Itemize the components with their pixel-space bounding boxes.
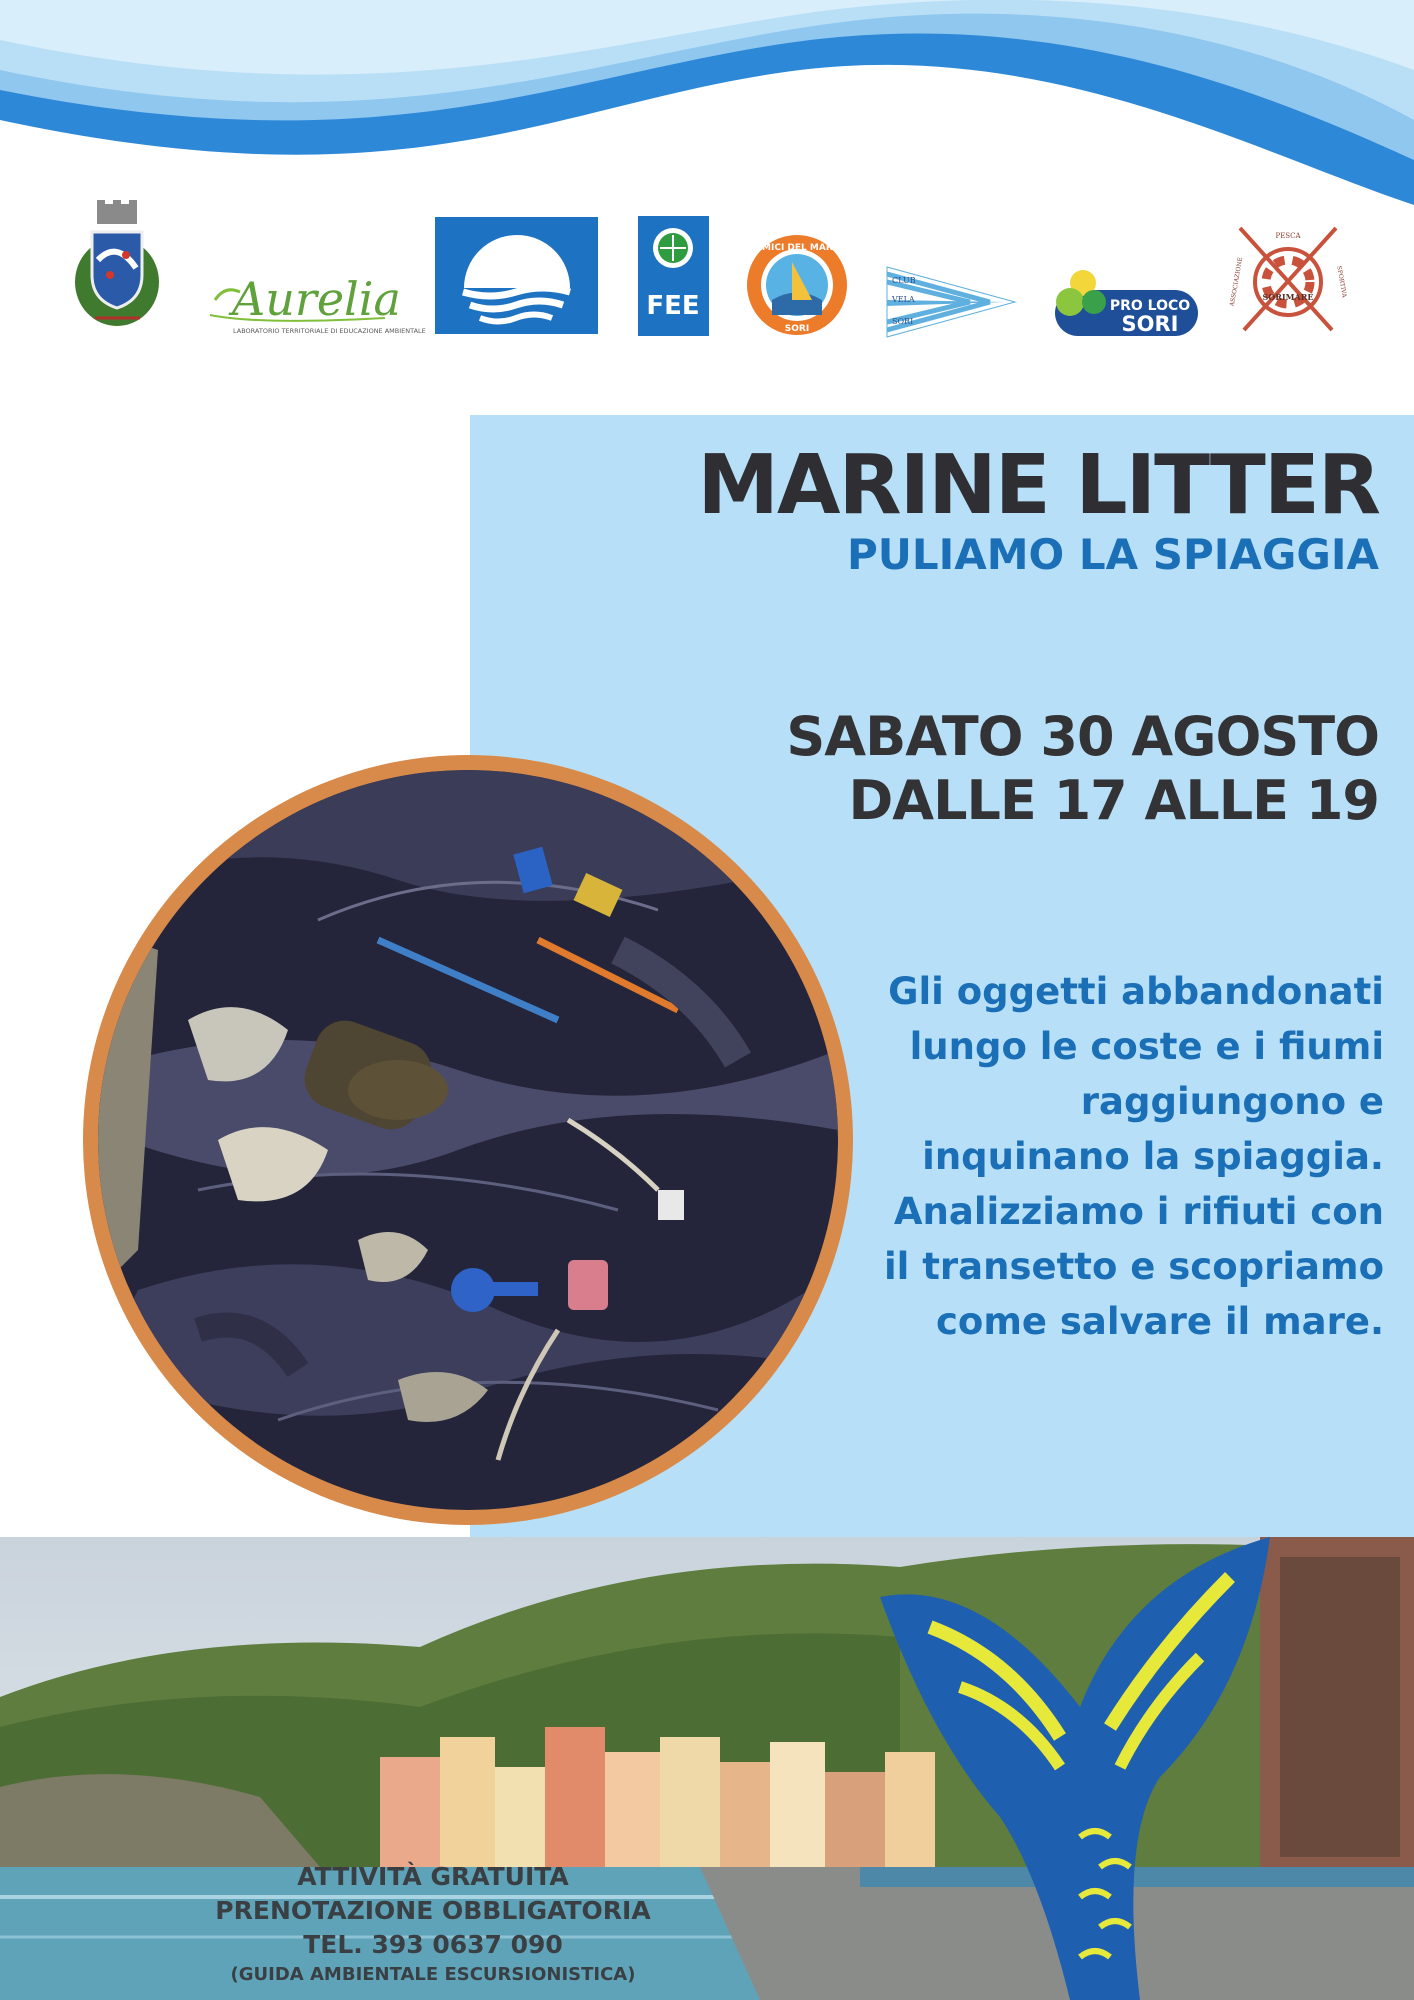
footer-free-activity: ATTIVITÀ GRATUITA (297, 1862, 569, 1891)
blue-flag-icon (435, 217, 598, 334)
litter-photo (98, 770, 838, 1510)
description-line: come salvare il mare. (935, 1300, 1384, 1343)
pro-loco-sori-logo (1055, 270, 1198, 336)
header-waves (0, 0, 1414, 220)
sorimare-left-text: ASSOCIAZIONE (1228, 256, 1245, 307)
footer-booking-required: PRENOTAZIONE OBBLIGATORIA (215, 1896, 651, 1925)
description-line: Gli oggetti abbandonati (888, 970, 1384, 1013)
club-vela-sori-pennant (887, 267, 1015, 337)
amici-top-text: AMICI DEL MARE (755, 243, 839, 253)
proloco-bottom-text: SORI (1121, 312, 1179, 336)
description-line: lungo le coste e i fiumi (909, 1025, 1384, 1068)
event-title: MARINE LITTER (697, 438, 1379, 533)
footer-phone: TEL. 393 0637 090 (303, 1930, 563, 1959)
description-line: raggiungono e (1080, 1080, 1384, 1123)
description-line: il transetto e scopriamo (884, 1245, 1384, 1288)
pennant-line-3: SORI (892, 317, 914, 326)
event-date: SABATO 30 AGOSTO (786, 705, 1379, 768)
fee-logo (638, 216, 709, 336)
description-line: Analizziamo i rifiuti con (893, 1190, 1384, 1233)
footer-guide-note: (GUIDA AMBIENTALE ESCURSIONISTICA) (230, 1964, 636, 1985)
pennant-line-2: VELA (892, 295, 915, 304)
sorimare-top-text: PESCA (1275, 232, 1301, 240)
fee-text: FEE (646, 291, 700, 321)
amici-del-mare-logo (747, 235, 847, 335)
aurelia-logo (210, 272, 426, 335)
aurelia-tagline: LABORATORIO TERRITORIALE DI EDUCAZIONE AMBIENTALE (233, 327, 426, 335)
event-datetime (786, 705, 1379, 833)
event-description (824, 964, 1384, 1349)
event-time: DALLE 17 ALLE 19 (848, 769, 1379, 832)
proloco-top-text: PRO LOCO (1109, 298, 1191, 314)
sorimare-text: SORIMARE (1262, 292, 1314, 302)
sorimare-logo (1229, 228, 1348, 330)
aurelia-text: Aurelia (232, 272, 401, 326)
pennant-line-1: CLUB (892, 276, 916, 285)
amici-bottom-text: SORI (784, 324, 810, 334)
sorimare-right-text: SPORTIVA (1335, 265, 1348, 299)
event-subtitle: PULIAMO LA SPIAGGIA (846, 530, 1379, 579)
footer-info (168, 1860, 698, 1988)
comune-crest-icon (75, 200, 159, 326)
description-line: inquinano la spiaggia. (922, 1135, 1384, 1178)
partner-logos (0, 190, 1414, 350)
